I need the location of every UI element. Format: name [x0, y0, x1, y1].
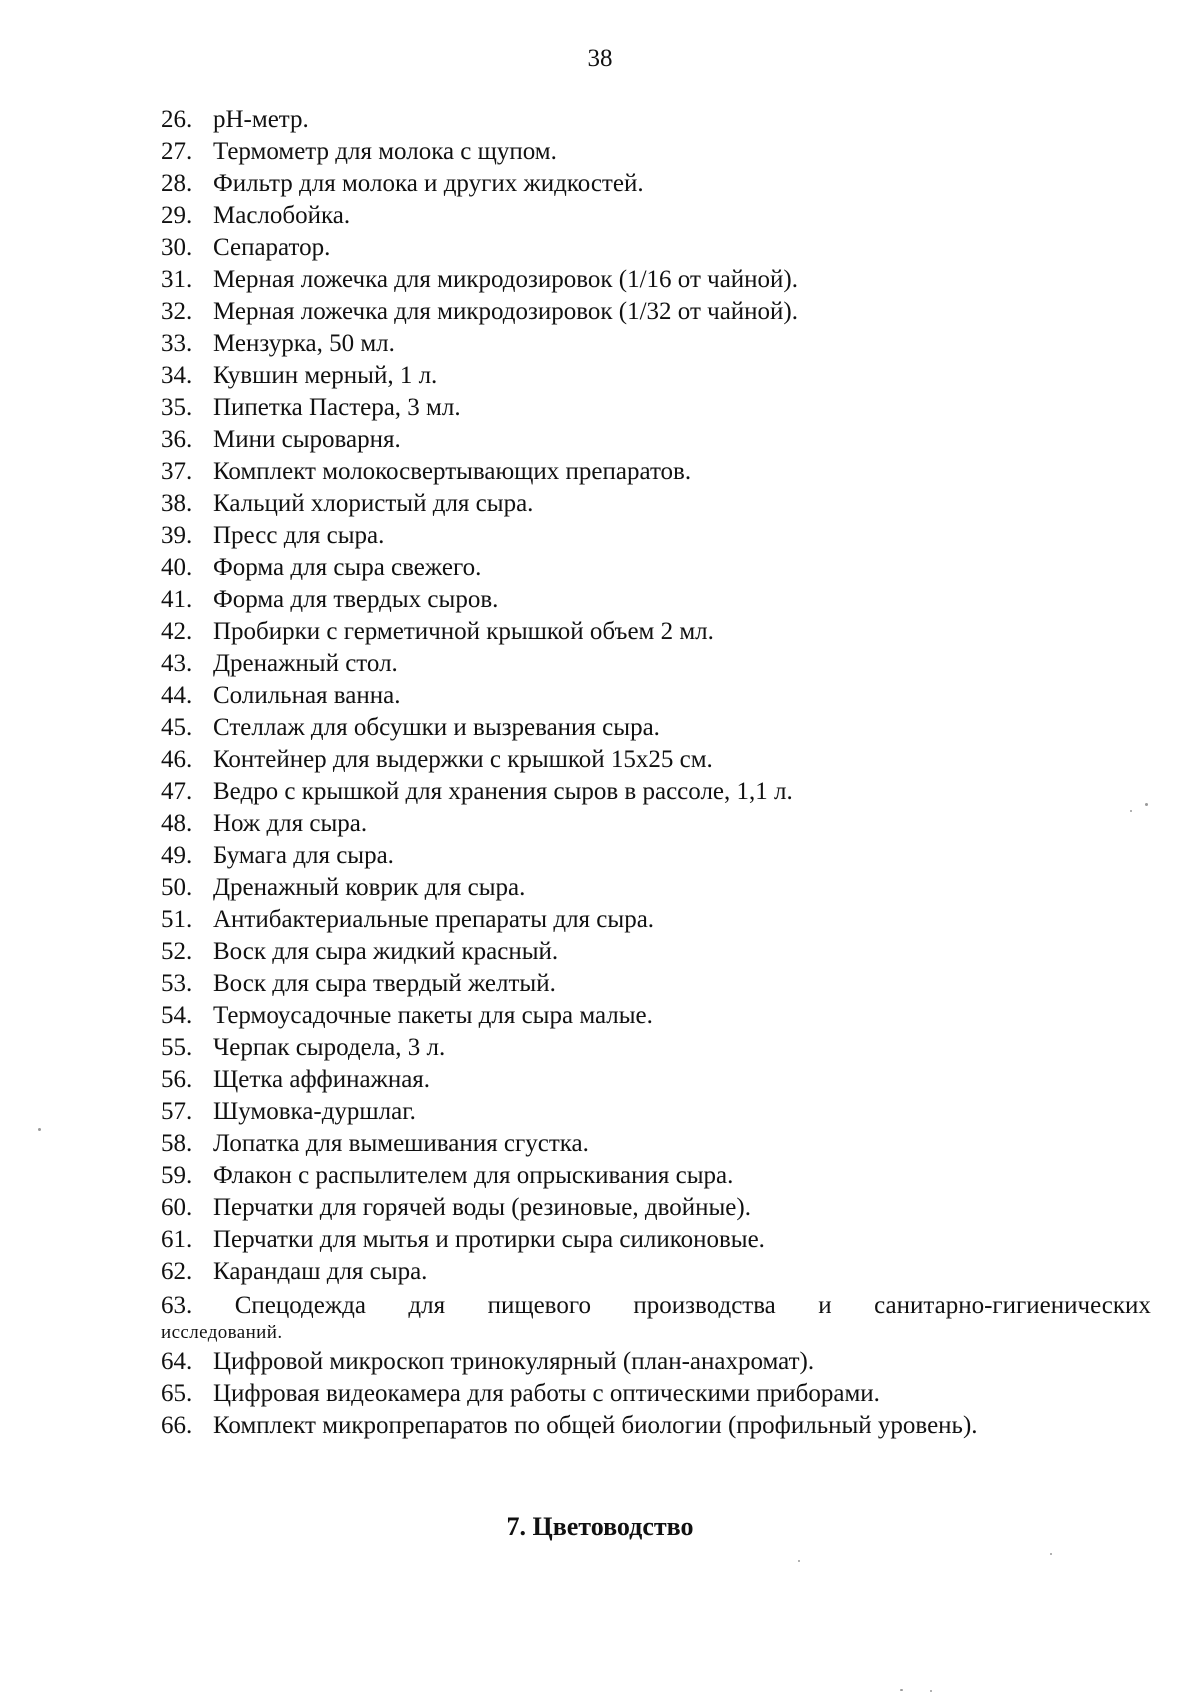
list-item-number: 31.	[161, 266, 193, 293]
list-item-word: санитарно-гигиенических	[874, 1292, 1151, 1319]
list-item-number: 55.	[161, 1034, 193, 1061]
list-item	[161, 296, 1151, 328]
list-item-text: Кальций хлористый для сыра.	[213, 490, 534, 517]
list-item-number: 40.	[161, 554, 193, 581]
list-item	[161, 1128, 1151, 1160]
list-item	[161, 712, 1151, 744]
list-item	[161, 136, 1151, 168]
list-item	[161, 392, 1151, 424]
list-item-number: 34.	[161, 362, 193, 389]
list-item-text: Комплект молокосвертывающих препаратов.	[213, 458, 692, 485]
list-item-number: 64.	[161, 1348, 193, 1375]
scan-speck	[1145, 803, 1148, 806]
list-item-number: 60.	[161, 1194, 193, 1221]
list-item-text: Мензурка, 50 мл.	[213, 330, 395, 357]
list-item-text: Пробирки с герметичной крышкой объем 2 мл.	[213, 618, 714, 645]
list-item	[161, 104, 1151, 136]
list-item	[161, 360, 1151, 392]
list-item	[161, 1096, 1151, 1128]
equipment-list	[161, 104, 1151, 1442]
list-item-number: 27.	[161, 138, 193, 165]
list-item-text: Цифровая видеокамера для работы с оптическими приборами.	[213, 1380, 880, 1407]
list-item-text: Лопатка для вымешивания сгустка.	[213, 1130, 589, 1157]
page-number: 38	[587, 45, 613, 72]
section-heading: 7. Цветоводство	[506, 1512, 694, 1541]
list-item-number: 28.	[161, 170, 193, 197]
list-item-number: 39.	[161, 522, 193, 549]
list-item-number: 57.	[161, 1098, 193, 1125]
list-item	[161, 968, 1151, 1000]
list-item	[161, 1192, 1151, 1224]
list-item	[161, 1378, 1151, 1410]
list-item-number: 54.	[161, 1002, 193, 1029]
list-item-number: 43.	[161, 650, 193, 677]
list-item-text: Шумовка-дуршлаг.	[213, 1098, 416, 1125]
list-item-number: 26.	[161, 106, 193, 133]
list-item-number: 47.	[161, 778, 193, 805]
list-item	[161, 456, 1151, 488]
list-item-text: Кувшин мерный, 1 л.	[213, 362, 438, 389]
list-item-number: 44.	[161, 682, 193, 709]
list-item	[161, 424, 1151, 456]
list-item-text: Пипетка Пастера, 3 мл.	[213, 394, 461, 421]
list-item-text: Нож для сыра.	[213, 810, 368, 837]
list-item-number: 59.	[161, 1162, 193, 1189]
list-item	[161, 200, 1151, 232]
list-item	[161, 264, 1151, 296]
list-item	[161, 1346, 1151, 1378]
list-item	[161, 744, 1151, 776]
list-item-number: 52.	[161, 938, 193, 965]
list-item-number: 48.	[161, 810, 193, 837]
list-item-text: Воск для сыра жидкий красный.	[213, 938, 559, 965]
list-item-text: Цифровой микроскоп тринокулярный (план-анахромат).	[213, 1348, 815, 1375]
list-item-number: 66.	[161, 1412, 193, 1439]
list-item-number: 63.	[161, 1292, 193, 1319]
list-item-text: Дренажный стол.	[213, 650, 398, 677]
list-item-number: 41.	[161, 586, 193, 613]
list-item-text: Мерная ложечка для микродозировок (1/16 от чайной).	[213, 266, 798, 293]
scan-speck	[798, 1560, 800, 1562]
list-item	[161, 872, 1151, 904]
list-item-text: Дренажный коврик для сыра.	[213, 874, 526, 901]
list-item-text: Антибактериальные препараты для сыра.	[213, 906, 655, 933]
list-item-number: 30.	[161, 234, 193, 261]
scan-speck	[900, 1689, 903, 1691]
list-item	[161, 1256, 1151, 1288]
list-item-word: для	[408, 1292, 446, 1319]
list-item	[161, 616, 1151, 648]
list-item-text: Маслобойка.	[213, 202, 351, 229]
list-item	[161, 488, 1151, 520]
list-item-text: pH-метр.	[213, 106, 309, 133]
list-item	[161, 1032, 1151, 1064]
list-item-number: 46.	[161, 746, 193, 773]
list-item	[161, 936, 1151, 968]
list-item-text: Термоусадочные пакеты для сыра малые.	[213, 1002, 653, 1029]
list-item	[161, 680, 1151, 712]
list-item-number: 32.	[161, 298, 193, 325]
list-item-text: Перчатки для мытья и протирки сыра силиконовые.	[213, 1226, 765, 1253]
list-item-text: Солильная ванна.	[213, 682, 401, 709]
list-item-text: Мерная ложечка для микродозировок (1/32 от чайной).	[213, 298, 798, 325]
list-item-text: Стеллаж для обсушки и вызревания сыра.	[213, 714, 660, 741]
list-item-number: 35.	[161, 394, 193, 421]
list-item-number: 38.	[161, 490, 193, 517]
list-item	[161, 232, 1151, 264]
list-item	[161, 584, 1151, 616]
list-item	[161, 1290, 1151, 1344]
list-item	[161, 1224, 1151, 1256]
list-item-number: 53.	[161, 970, 193, 997]
list-item	[161, 904, 1151, 936]
list-item-text: Термометр для молока с щупом.	[213, 138, 557, 165]
list-item	[161, 776, 1151, 808]
list-item-continuation: исследований.	[161, 1322, 283, 1343]
list-item-text: Фильтр для молока и других жидкостей.	[213, 170, 644, 197]
list-item	[161, 552, 1151, 584]
list-item-text: Пресс для сыра.	[213, 522, 385, 549]
list-item-number: 42.	[161, 618, 193, 645]
list-item-text: Сепаратор.	[213, 234, 331, 261]
scan-speck	[1130, 810, 1132, 812]
scan-speck	[930, 1690, 932, 1692]
list-item	[161, 1064, 1151, 1096]
list-item	[161, 520, 1151, 552]
list-item-text: Флакон с распылителем для опрыскивания сыра.	[213, 1162, 734, 1189]
list-item	[161, 840, 1151, 872]
list-item	[161, 168, 1151, 200]
list-item	[161, 328, 1151, 360]
list-item-number: 49.	[161, 842, 193, 869]
list-item-word: и	[818, 1292, 832, 1319]
list-item-number: 50.	[161, 874, 193, 901]
list-item-number: 56.	[161, 1066, 193, 1093]
list-item-number: 37.	[161, 458, 193, 485]
list-item	[161, 1000, 1151, 1032]
list-item	[161, 808, 1151, 840]
list-item-text: Контейнер для выдержки с крышкой 15х25 см.	[213, 746, 713, 773]
list-item-text: Перчатки для горячей воды (резиновые, двойные).	[213, 1194, 751, 1221]
list-item-text: Черпак сыродела, 3 л.	[213, 1034, 446, 1061]
list-item-number: 51.	[161, 906, 193, 933]
list-item	[161, 1410, 1151, 1442]
list-item	[161, 648, 1151, 680]
list-item	[161, 1160, 1151, 1192]
list-item-number: 65.	[161, 1380, 193, 1407]
list-item-word: пищевого	[487, 1292, 591, 1319]
list-item-number: 29.	[161, 202, 193, 229]
list-item-text: Комплект микропрепаратов по общей биологии (профильный уровень).	[213, 1412, 978, 1439]
list-item-text: Бумага для сыра.	[213, 842, 394, 869]
list-item-text: Щетка аффинажная.	[213, 1066, 431, 1093]
list-item-number: 36.	[161, 426, 193, 453]
list-item-text: Мини сыроварня.	[213, 426, 401, 453]
list-item-first-line	[161, 1290, 1151, 1322]
list-item-text: Форма для сыра свежего.	[213, 554, 482, 581]
list-item-text: Ведро с крышкой для хранения сыров в рассоле, 1,1 л.	[213, 778, 793, 805]
list-item-text: Форма для твердых сыров.	[213, 586, 499, 613]
list-item-word: Спецодежда	[234, 1292, 366, 1319]
list-item-number: 62.	[161, 1258, 193, 1285]
list-item-word: производства	[633, 1292, 776, 1319]
list-item-number: 45.	[161, 714, 193, 741]
scan-speck	[1050, 1553, 1052, 1555]
list-item-text: Воск для сыра твердый желтый.	[213, 970, 556, 997]
list-item-number: 33.	[161, 330, 193, 357]
list-item-text: Карандаш для сыра.	[213, 1258, 428, 1285]
list-item-number: 61.	[161, 1226, 193, 1253]
scan-speck	[38, 1128, 41, 1131]
list-item-number: 58.	[161, 1130, 193, 1157]
